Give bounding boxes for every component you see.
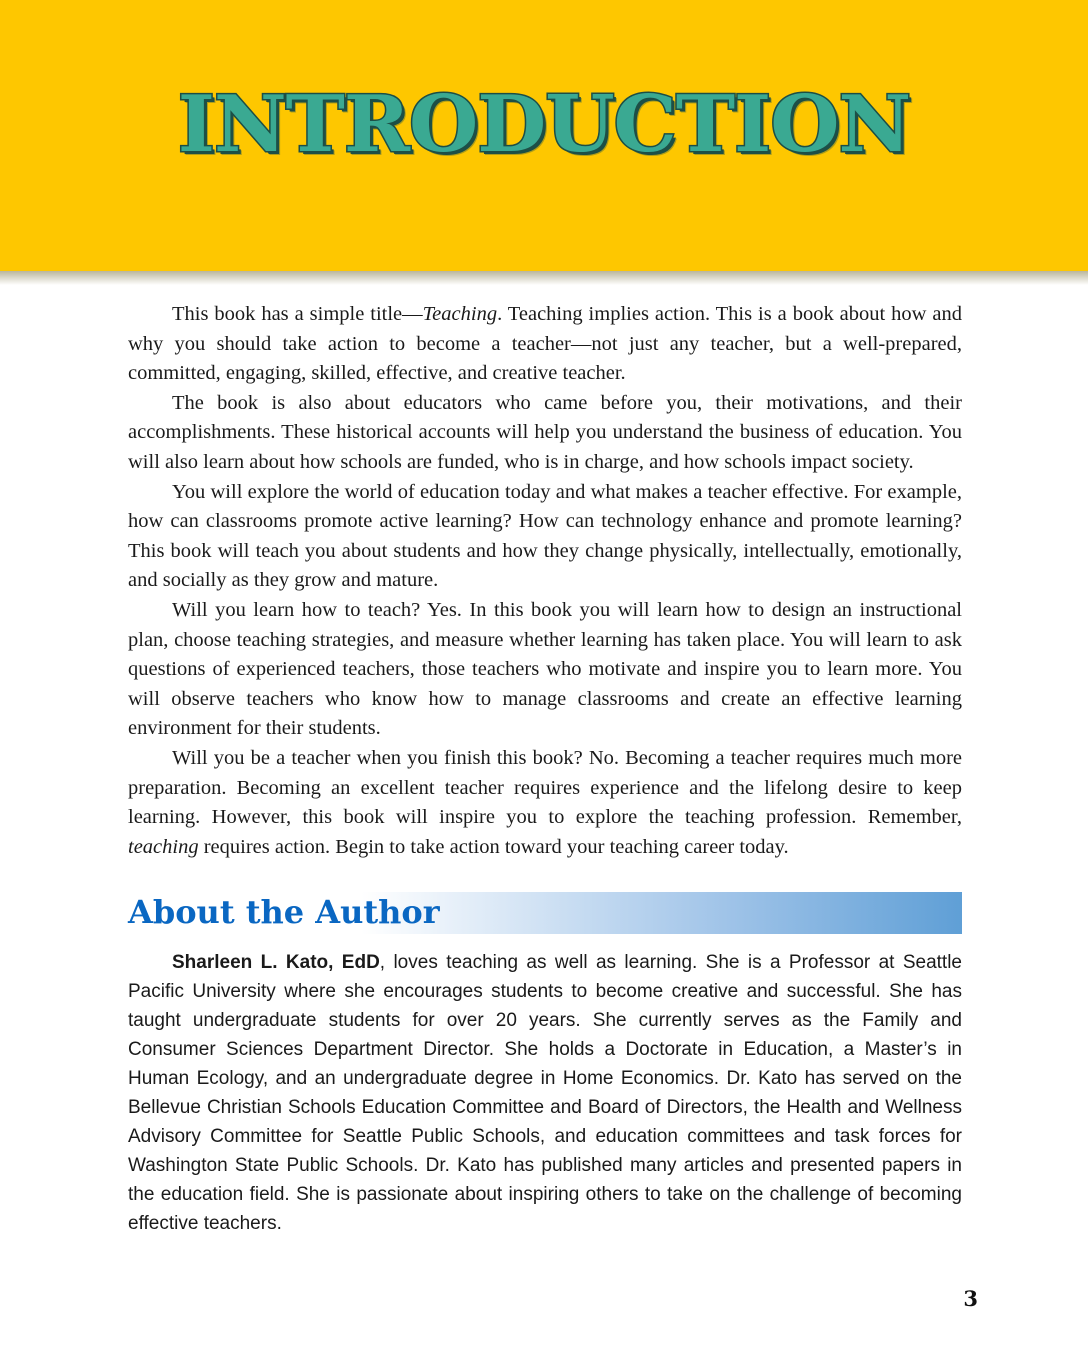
page-title: INTRODUCTION [177, 79, 911, 170]
intro-paragraph-3: You will explore the world of education today and what makes a teacher effective. For example, how can classrooms promote active learning? How can technology enhance and promote learning? This book will teach you about students and how they change physically, intellectually, emotionally, and socially as they grow and mature. [128, 480, 962, 592]
author-bio-paragraph: Sharleen L. Kato, EdD, loves teaching as well as learning. She is a Professor at Seattle Pacific University where she encourages students to become creative and successful. She has taught undergraduate students for over 20 years. She currently serves as the Family and Consumer Sciences Department Director. She holds a Doctorate in Education, a Master’s in Human Ecology, and an undergraduate degree in Home Economics. Dr. Kato has served on the Bellevue Christian Schools Education Committee and Board of Directors, the Health and Wellness Advisory Committee for Seattle Public Schools, and education committees and task forces for Washington State Public Schools. Dr. Kato has published many articles and presented papers in the education field. She is passionate about inspiring others to take on the challenge of becoming effective teachers. [128, 952, 962, 1235]
intro-paragraph-1: This book has a simple title—Teaching. Teaching implies action. This is a book about how and why you should take action to become a teacher—not just any teacher, but a well-prepared, committed, engaging, skilled, effective, and creative teacher. [128, 303, 962, 385]
page-number: 3 [963, 1286, 978, 1311]
intro-paragraph-5: Will you be a teacher when you finish this book? No. Becoming a teacher requires much more preparation. Becoming an excellent teacher requires experience and the lifelong desire to keep learning. However, this book will inspire you to explore the teaching profession. Remember, teaching requires action. Begin to take action toward your teaching career today. [128, 746, 962, 858]
header-shadow-divider [0, 271, 1088, 285]
document-body [128, 300, 962, 1238]
about-the-author-section-bar [128, 892, 962, 934]
intro-paragraph-2: The book is also about educators who came before you, their motivations, and their accomplishments. These historical accounts will help you understand the business of education. You will also learn about how schools are funded, who is in charge, and how schools impact society. [128, 391, 962, 473]
section-heading: About the Author [128, 893, 440, 932]
header-banner [0, 0, 1088, 271]
intro-paragraph-4: Will you learn how to teach? Yes. In this book you will learn how to design an instructional plan, choose teaching strategies, and measure whether learning has taken place. You will learn to ask questions of experienced teachers, those teachers who motivate and inspire you to learn more. You will observe teachers who know how to manage classrooms and create an effective learning environment for their students. [128, 598, 962, 740]
